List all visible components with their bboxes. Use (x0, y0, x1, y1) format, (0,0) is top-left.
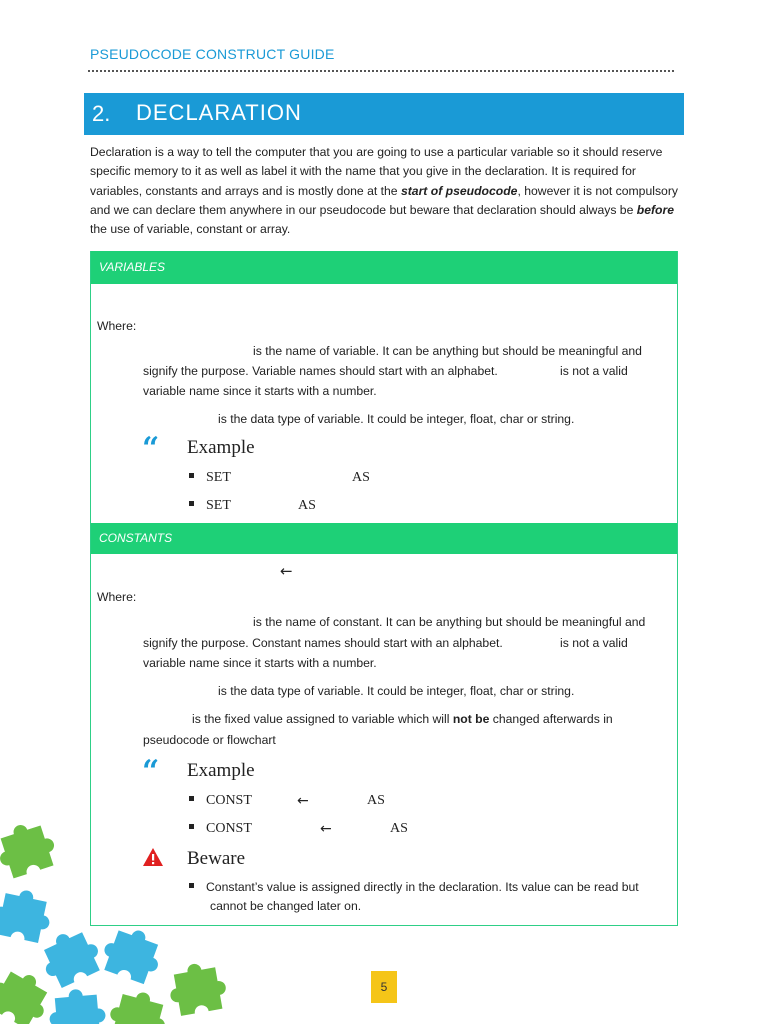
beware-line-2: cannot be changed later on. (210, 899, 362, 913)
variables-example-1-as: AS (352, 470, 370, 485)
section-banner (84, 93, 684, 135)
constants-example-1: CONST (189, 793, 252, 809)
variables-example-2: SET (189, 498, 231, 514)
constants-example-1-as: AS (367, 793, 385, 808)
constants-value-desc: is the fixed value assigned to variable which will not be changed afterwards in (192, 712, 613, 726)
intro-paragraph: Declaration is a way to tell the computer that you are going to use a particular variable so it should reserve specific memory to it as well as label it with the name that you give in the declaration. It is required for variables, constants and arrays and is mostly done at the start of pseudocode, however it is not compulsory and we can declare them anywhere in our pseudocode but beware that declaration should always be before the use of variable, constant or array. (90, 145, 678, 237)
constants-example-2-arrow: ← (320, 821, 332, 837)
quote-icon: “ (142, 431, 160, 466)
beware-title: Beware (187, 848, 246, 869)
constants-example-1-arrow: ← (297, 793, 309, 809)
header-divider (88, 70, 674, 72)
variables-header: VARIABLES (91, 251, 677, 284)
section-title: DECLARATION (136, 100, 302, 125)
constants-name-desc-2b: is not a valid (560, 636, 628, 650)
variables-name-desc-2a: signify the purpose. Variable names should start with an alphabet. (143, 364, 498, 378)
emphasis-start-of-pseudocode: start of pseudocode (400, 183, 518, 198)
bullet-icon (189, 473, 194, 478)
constants-name-desc-1: is the name of constant. It can be anything but should be meaningful and (253, 615, 646, 629)
constants-example-title: Example (187, 760, 255, 781)
variables-example-2-as: AS (298, 498, 316, 513)
quote-icon: “ (142, 754, 160, 789)
variables-example-1: SET (189, 470, 231, 486)
constants-syntax-arrow: ← (280, 562, 293, 580)
variables-name-desc-3: variable name since it starts with a number. (143, 384, 377, 398)
constants-example-2-as: AS (390, 821, 408, 836)
constants-name-desc-2a: signify the purpose. Constant names should start with an alphabet. (143, 636, 503, 650)
bullet-icon (189, 501, 194, 506)
puzzle-decoration (0, 800, 240, 1024)
constants-type-desc: is the data type of variable. It could be integer, float, char or string. (218, 684, 575, 698)
constants-example-2: CONST (189, 821, 252, 837)
variables-name-desc-2b: is not a valid (560, 364, 628, 378)
constants-name-desc-3: variable name since it starts with a number. (143, 656, 377, 670)
section-number: 2. (92, 101, 111, 126)
variables-name-desc-1: is the name of variable. It can be anything but should be meaningful and (253, 344, 642, 358)
variables-type-desc: is the data type of variable. It could be integer, float, char or string. (218, 412, 575, 426)
constants-header: CONSTANTS (91, 523, 677, 554)
page-number-badge: 5 (371, 971, 397, 1003)
variables-example-title: Example (187, 437, 255, 458)
emphasis-before: before (636, 202, 675, 217)
guide-title: PSEUDOCODE CONSTRUCT GUIDE (90, 46, 335, 62)
beware-line-1: Constant’s value is assigned directly in the declaration. Its value can be read but (189, 877, 639, 897)
constants-where-label: Where: (97, 590, 137, 604)
constants-value-desc-2: pseudocode or flowchart (143, 733, 276, 747)
variables-where-label: Where: (97, 319, 137, 333)
